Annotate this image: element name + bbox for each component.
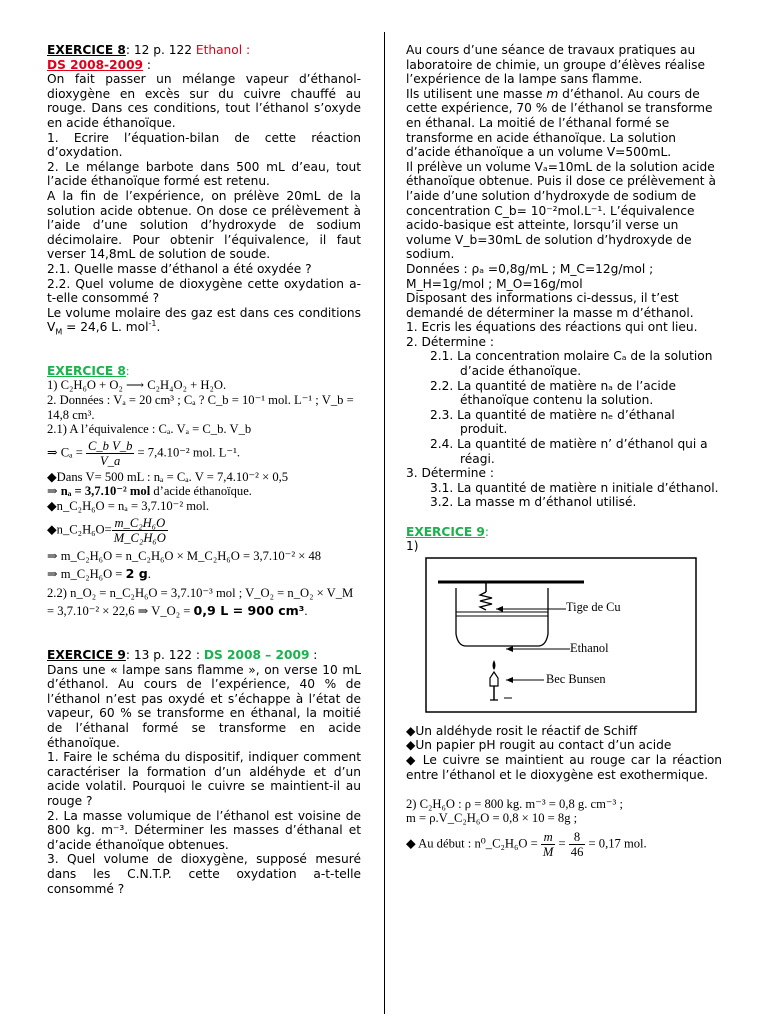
mass-suffix: .: [147, 567, 151, 582]
ca-prefix: ⇒ Cₐ =: [47, 445, 86, 460]
exercise-8-molar-volume: [47, 306, 361, 335]
exercise-9-q2: 2. La masse volumique de l’éthanol est voisine de 800 kg. m⁻³. Déterminer les masses d’éthanal et d’acide éthanoïque obtenues.: [47, 808, 361, 852]
intro2-b: d’éthanol. Au cours de cette expérience, 70 % de l’éthanol se transforme en éthanal. La moitié de l’éthanal formé se transforme en acide éthanoïque. La solution d’acide éthanoïque a un volume V=500mL.: [406, 86, 713, 160]
forty-six-denominator: 46: [570, 844, 584, 859]
question-3: 3. Détermine :: [406, 466, 494, 481]
volume-suffix: .: [304, 604, 308, 619]
bullet-acid: ◆Un papier pH rougit au contact d’un acide: [406, 738, 672, 753]
exercise-8-q21: 2.1. Quelle masse d’éthanol a été oxydée ?: [47, 261, 312, 276]
question-2-1: 2.1. La concentration molaire Cₐ de la solution d’acide éthanoïque.: [430, 349, 713, 379]
solution-8-line4: [47, 439, 361, 468]
exercise-8-heading: [47, 43, 361, 72]
M-denominator: M: [542, 844, 554, 859]
solution-8-heading: [47, 364, 361, 379]
exercise-9-ds-tail: :: [309, 648, 318, 662]
molar-volume-end: .: [156, 320, 161, 335]
solution-8-line6: [47, 484, 361, 499]
molar-volume-sub: M: [55, 327, 63, 337]
solution-8-line8: [47, 516, 361, 545]
exercise-9-text: Dans une « lampe sans flamme », on verse 10 mL d’éthanol. Au cours de l’expérience, 40 % de l’éthanol n’est pas oxydé et s’échappe à l’état de vapeur, 60 % se transforme en éthanal, la moitié de l’éthanal formé se transforme en acide éthanoïque.: [47, 662, 361, 750]
volume-prefix: = 3,7.10⁻² × 22,6 ⇒ V_O₂ =: [47, 604, 194, 619]
solution-9-title-tail: :: [484, 524, 490, 539]
question-1: 1. Ecris les équations des réactions qui ont lieu.: [406, 320, 698, 335]
intro-paragraph-2: [406, 87, 722, 160]
solution-8-line10: [47, 567, 361, 582]
volume-result: 0,9 L = 900 cm³: [193, 603, 305, 619]
exercise-8-title: EXERCICE 8: [47, 43, 126, 57]
ca-denominator: V_a: [100, 453, 121, 468]
left-column: [47, 43, 361, 896]
exercise-9-ds: DS 2008 – 2009: [203, 648, 310, 662]
n-ethanol-fraction: [112, 516, 168, 545]
n-ethanol-numerator: m_C₂H₆O: [112, 516, 168, 531]
intro-paragraph-3: Il prélève un volume Vₐ=10mL de la solution acide éthanoïque obtenue. Puis il dose ce prélèvement à l’aide d’une solution d’hydroxyde de sodium de concentration C_b= 10⁻²mol.L⁻¹. L’équivalence acido-basique est atteinte, lorsqu’il verse un volume V_b=30mL de solution d’hydroxyde de sodium.: [406, 159, 716, 262]
mass-result: 2 g: [125, 566, 148, 582]
na-result: nₐ = 3,7.10⁻² mol: [60, 484, 151, 499]
question-3-1: 3.1. La quantité de matière n initiale d’éthanol.: [430, 480, 719, 495]
molar-volume-text: Le volume molaire des gaz est dans ces conditions V: [47, 305, 361, 335]
solution-8-line1: 1) C₂H₆O + O₂ ⟶ C₂H₄O₂ + H₂O.: [47, 378, 227, 393]
task-statement: Disposant des informations ci-dessus, il t’est demandé de déterminer la masse m d’éthanol.: [406, 291, 694, 320]
question-2: 2. Détermine :: [406, 334, 494, 349]
solution-8-line5: ◆Dans V= 500 mL : nₐ = Cₐ. V = 7,4.10⁻² × 0,5: [47, 469, 289, 484]
column-divider: [384, 32, 385, 1014]
initial-mol-prefix: ◆ Au début : n⁰_C₂H₆O =: [406, 836, 541, 851]
exercise-9-ref: : 13 p. 122 :: [125, 648, 204, 662]
na-suffix: d’acide éthanoïque.: [150, 484, 252, 499]
label-ethanol: Ethanol: [570, 640, 609, 655]
initial-mol-equals: =: [555, 836, 569, 851]
bullet-aldehyde: ◆Un aldéhyde rosit le réactif de Schiff: [406, 723, 638, 738]
na-prefix: ⇒: [47, 484, 61, 499]
initial-mol-result: = 0,17 mol.: [585, 836, 647, 851]
solution-8-line7: ◆n_C₂H₆O = nₐ = 3,7.10⁻² mol.: [47, 499, 209, 514]
solution-9-part2-line2: m = ρ.V_C₂H₆O = 0,8 × 10 = 8g ;: [406, 811, 578, 826]
question-3-2: 3.2. La masse m d’éthanol utilisé.: [430, 495, 637, 510]
m-over-M-fraction: [541, 830, 556, 859]
right-column: [406, 43, 722, 859]
exercise-8-q1: 1. Ecrire l’équation-bilan de cette réaction d’oxydation.: [47, 130, 361, 160]
solution-8-line11: 2.2) n_O₂ = n_C₂H₆O = 3,7.10⁻³ mol ; V_O₂ = n_O₂ × V_M: [47, 585, 354, 600]
exercise-8-q2: 2. Le mélange barbote dans 500 mL d’eau, tout l’acide éthanoïque formé est retenu.: [47, 159, 361, 189]
exercise-8-topic: Ethanol :: [195, 43, 251, 57]
exercise-8-ref: : 12 p. 122: [125, 43, 196, 57]
ca-fraction: [86, 439, 134, 468]
solution-8-line2: 2. Données : Vₐ = 20 cm³ ; Cₐ ? C_b = 10⁻¹ mol. L⁻¹ ; V_b = 14,8 cm³.: [47, 393, 354, 422]
data-line: Données : ρₐ =0,8g/mL ; M_C=12g/mol ; M_H=1g/mol ; M_O=16g/mol: [406, 261, 654, 291]
diagram-drawing: [406, 554, 722, 716]
exercise-9-q1: 1. Faire le schéma du dispositif, indiquer comment caractériser la formation d’un aldéhyde et d’un acide volatil. Pourquoi le cuivre se maintient-il au rouge ?: [47, 750, 361, 808]
question-2-3: 2.3. La quantité de matière nₑ d’éthanal produit.: [430, 407, 675, 437]
exercise-9-q3: 3. Quel volume de dioxygène, supposé mesuré dans les C.N.T.P. cette oxydation a-t-telle consommé ?: [47, 852, 361, 896]
eight-numerator: 8: [569, 830, 586, 845]
solution-9-heading: [406, 525, 722, 540]
intro2-m: m: [546, 86, 559, 101]
n-ethanol-prefix: ◆n_C₂H₆O=: [47, 522, 112, 537]
ca-result: = 7,4.10⁻² mol. L⁻¹.: [134, 445, 240, 460]
ca-numerator: C_b V_b: [87, 438, 133, 453]
solution-8-title: EXERCICE 8: [47, 363, 126, 378]
exercise-9-heading: [47, 648, 361, 663]
solution-9-title: EXERCICE 9: [406, 524, 485, 539]
question-2-4: 2.4. La quantité de matière n’ d’éthanol qui a réagi.: [430, 437, 708, 466]
flameless-lamp-diagram: [406, 554, 722, 716]
bullet-copper: ◆ Le cuivre se maintient au rouge car la réaction entre l’éthanol et le dioxygène est exothermique.: [406, 752, 722, 782]
exercise-9-title: EXERCICE 9: [47, 648, 126, 662]
intro-paragraph-1: Au cours d’une séance de travaux pratiques au laboratoire de chimie, un groupe d’élèves réalise l’expérience de la lampe sans flamme.: [406, 43, 706, 87]
exercise-8-q22: 2.2. Quel volume de dioxygène cette oxydation a-t-elle consommé ?: [47, 276, 361, 306]
intro2-a: Ils utilisent une masse: [406, 86, 547, 101]
m-numerator: m: [541, 830, 556, 845]
mass-prefix: ⇒ m_C₂H₆O =: [47, 567, 126, 582]
label-bunsen-burner: Bec Bunsen: [546, 671, 606, 686]
solution-8-line3: 2.1) A l’équivalence : Cₐ. Vₐ = C_b. V_b: [47, 422, 252, 437]
solution-9-part2-line3: [406, 830, 722, 859]
solution-8-line12: [47, 604, 361, 619]
molar-volume-tail: = 24,6 L. mol: [62, 320, 149, 335]
solution-8-title-tail: :: [125, 363, 130, 378]
question-2-2: 2.2. La quantité de matière nₐ de l’acide éthanoïque contenu la solution.: [430, 378, 676, 408]
exercise-8-text: On fait passer un mélange vapeur d’éthanol-dioxygène en excès sur du cuivre chauffé au rouge. Dans ces conditions, tout l’éthanol s’oxyde en acide éthanoïque.: [47, 72, 361, 130]
solution-9-part2-line1: 2) C₂H₆O : ρ = 800 kg. m⁻³ = 0,8 g. cm⁻³ ;: [406, 796, 623, 811]
exercise-8-q2b: A la fin de l’expérience, on prélève 20mL de la solution acide obtenue. On dose ce prélèvement à l’aide d’une solution d’hydroxyde de sodium décimolaire. Pour obtenir l’équivalence, il faut verser 14,8mL de solution de soude.: [47, 188, 361, 262]
exercise-8-ds: DS 2008-2009: [47, 57, 144, 72]
solution-8-line9: ⇒ m_C₂H₆O = n_C₂H₆O × M_C₂H₆O = 3,7.10⁻² × 48: [47, 548, 322, 563]
n-ethanol-denominator: M_C₂H₆O: [113, 530, 166, 545]
numeric-fraction: [569, 830, 586, 859]
label-copper-rod: Tige de Cu: [566, 599, 621, 614]
solution-9-part1: 1): [406, 539, 419, 554]
exercise-8-ds-tail: :: [143, 57, 152, 72]
molar-volume-sup: -1: [148, 319, 157, 329]
